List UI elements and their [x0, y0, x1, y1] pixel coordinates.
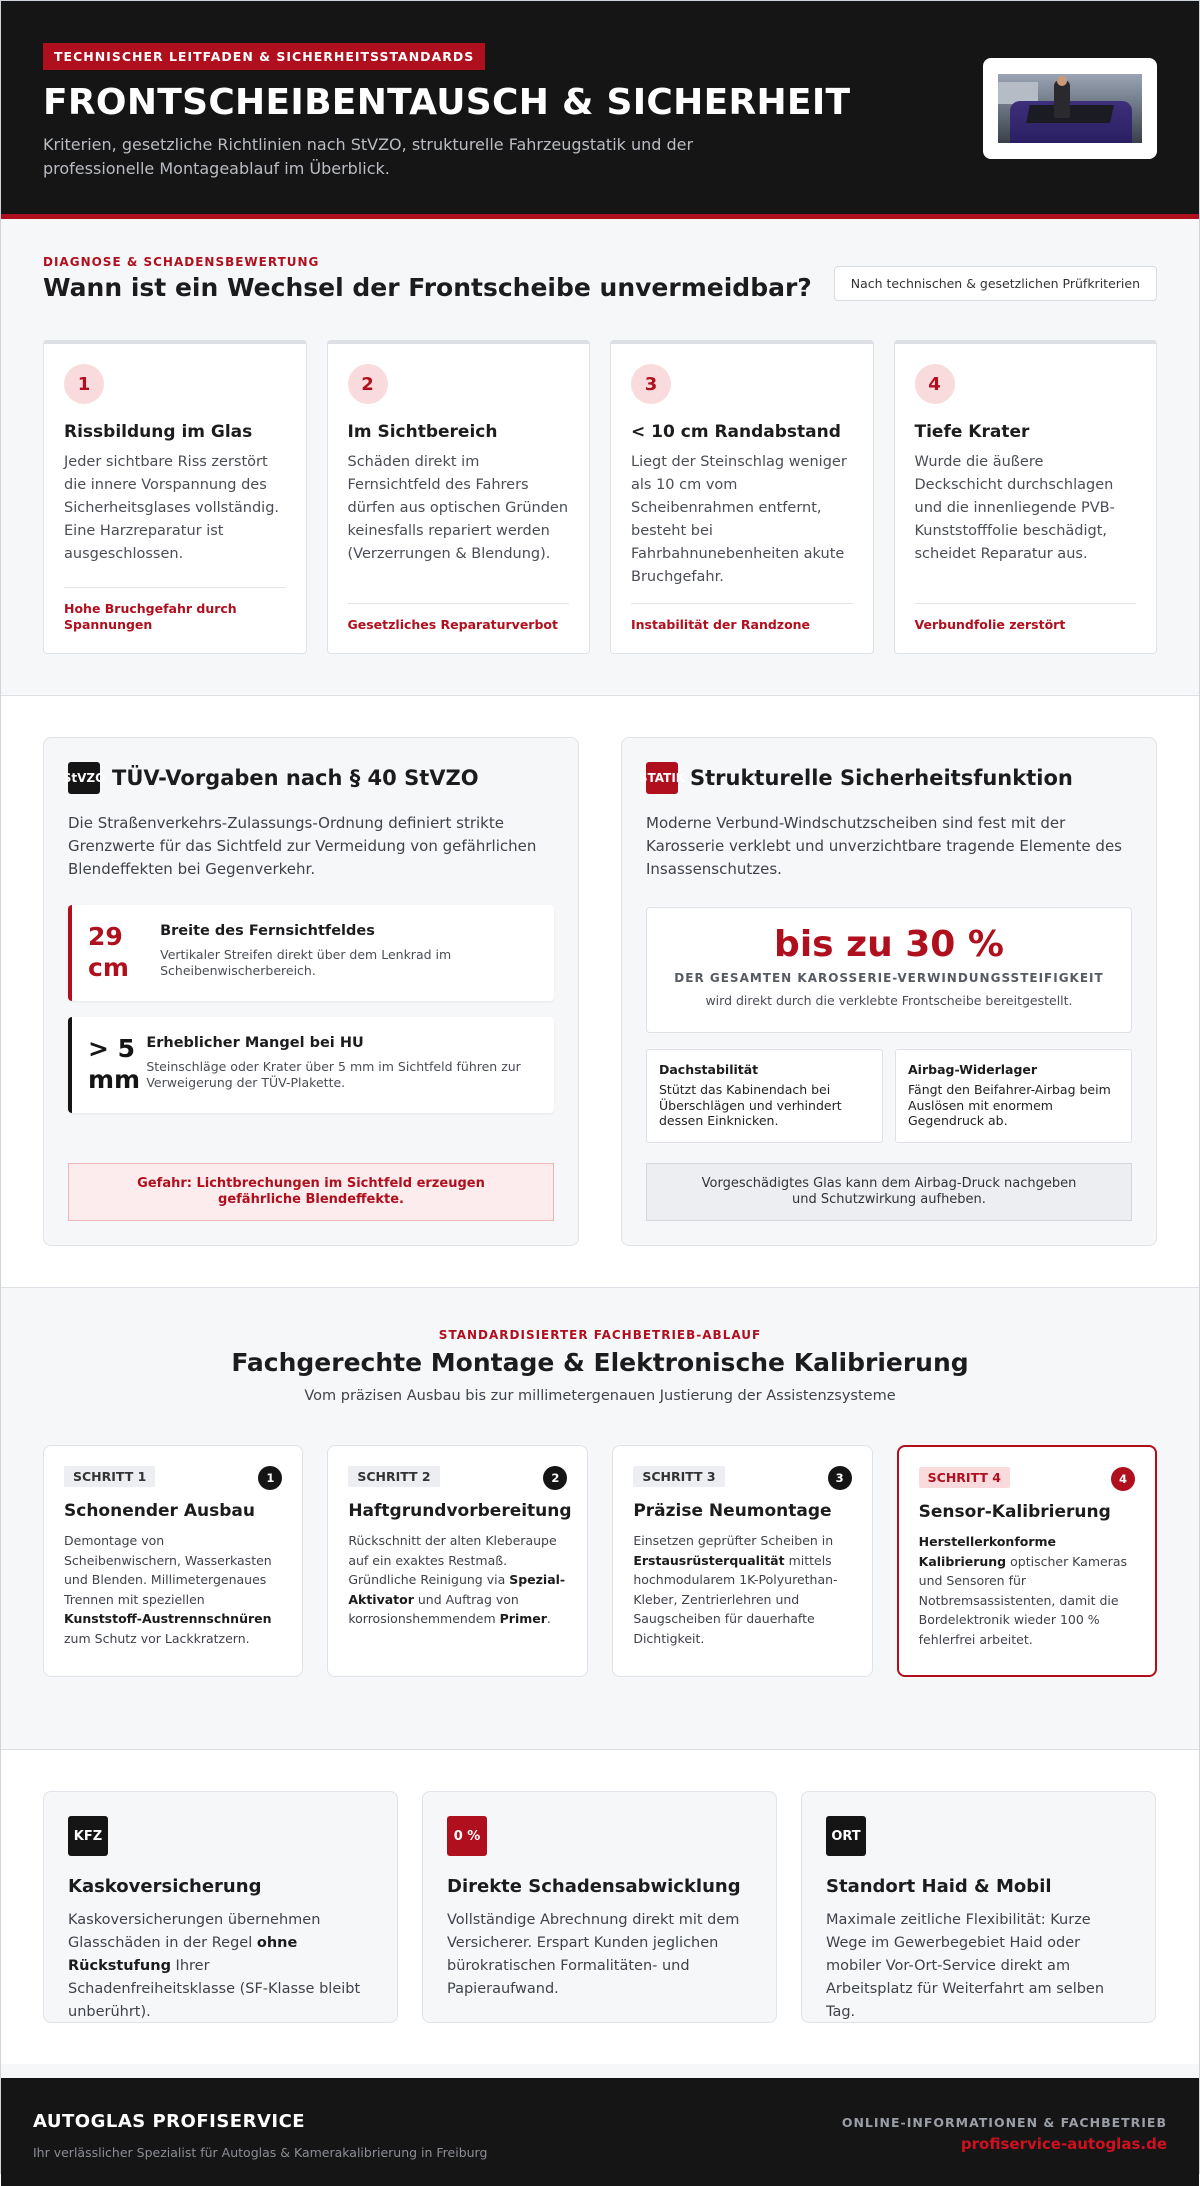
card-footer: Verbundfolie zerstört — [915, 603, 1137, 633]
montage-eyebrow: STANDARDISIERTER FACHBETRIEB-ABLAUF — [438, 1328, 762, 1342]
montage-title: Fachgerechte Montage & Elektronische Kalibrierung — [231, 1348, 969, 1377]
diagnose-section — [1, 219, 1199, 696]
structure-lead: Moderne Verbund-Windschutzscheiben sind fest mit der Karosserie verklebt und unverzichtbare tragende Elemente des Insassenschutzes. — [646, 814, 1122, 878]
regulation-section — [1, 696, 1199, 1288]
ort-badge-icon: ORT — [826, 1816, 866, 1856]
step-label: SCHRITT 1 — [64, 1466, 155, 1487]
card-text: Schäden direkt im Fernsichtfeld des Fahrers dürfen aus optischen Gründen keinesfalls repariert werden (Verzerrungen & Blendung). — [347, 454, 569, 562]
stat-title: Erheblicher Mangel bei HU — [146, 1035, 364, 1051]
roof-stability-box — [646, 1049, 883, 1143]
card-footer: Gesetzliches Reparaturverbot — [348, 603, 570, 633]
info-text: Kaskoversicherungen übernehmen Glasschäden in der Regel ohne Rückstufung Ihrer Schadenfreiheitsklasse (SF-Klasse bleibt unberührt). — [68, 1912, 361, 2020]
kfz-badge-icon: KFZ — [68, 1816, 108, 1856]
site-footer — [1, 2078, 1199, 2186]
card-number: 2 — [348, 364, 388, 404]
footer-brand: AUTOGLAS PROFISERVICE — [33, 2111, 306, 2132]
page-title: FRONTSCHEIBENTAUSCH & SICHERHEIT — [43, 82, 851, 123]
card-text: Wurde die äußere Deckschicht durchschlagen und die innenliegende PVB-Kunststofffolie beschädigt, scheidet Reparatur aus. — [914, 454, 1115, 562]
stiffness-value: bis zu 30 % — [774, 924, 1004, 965]
stat-desc: Vertikaler Streifen direkt über dem Lenkrad im Scheibenwischerbereich. — [160, 947, 452, 978]
step-card — [43, 1445, 303, 1677]
info-section — [1, 1750, 1199, 2064]
stvzo-badge-icon: StVZO — [68, 762, 100, 794]
footer-website-link[interactable]: profiservice-autoglas.de — [960, 2135, 1167, 2153]
montage-subtitle: Vom präzisen Ausbau bis zur millimetergenauen Justierung der Assistenzsysteme — [304, 1388, 896, 1404]
box-title: Airbag-Widerlager — [908, 1062, 1038, 1077]
footer-right-label: ONLINE-INFORMATIONEN & FACHBETRIEB — [841, 2115, 1167, 2130]
step-number: 2 — [543, 1466, 567, 1490]
step-number: 3 — [828, 1466, 852, 1490]
step-text: Demontage von Scheibenwischern, Wasserkasten und Blenden. Millimetergenaues Trennen mit speziellen Kunststoff-Austrennschnüren zum Schutz vor Lackkratzern. — [64, 1533, 272, 1646]
step-number: 4 — [1111, 1467, 1135, 1491]
tuv-lead: Die Straßenverkehrs-Zulassungs-Ordnung definiert strikte Grenzwerte für das Sichtfeld zur Vermeidung von gefährlichen Blendeffekten bei Gegenverkehr. — [68, 814, 537, 878]
diagnose-title: Wann ist ein Wechsel der Frontscheibe unvermeidbar? — [43, 273, 812, 302]
info-title: Kaskoversicherung — [68, 1876, 262, 1897]
step-label: SCHRITT 3 — [633, 1466, 724, 1487]
hero-header — [1, 1, 1199, 219]
step-title: Präzise Neumontage — [633, 1501, 832, 1521]
footer-tagline: Ihr verlässlicher Spezialist für Autoglas & Kamerakalibrierung in Freiburg — [33, 2145, 488, 2160]
diagnose-eyebrow: DIAGNOSE & SCHADENSBEWERTUNG — [43, 255, 320, 269]
step-card-active — [897, 1445, 1157, 1677]
box-title: Dachstabilität — [659, 1062, 759, 1077]
step-text: Herstellerkonforme Kalibrierung optischer Kameras und Sensoren für Notbremsassistenten, damit die Bordelektronik wieder 100 % fehlerfrei arbeitet. — [918, 1534, 1127, 1647]
structure-title: Strukturelle Sicherheitsfunktion — [690, 766, 1073, 790]
step-text: Rückschnitt der alten Kleberaupe auf ein exaktes Restmaß. Gründliche Reinigung via Spezial-Aktivator und Auftrag von korrosionshemmendem Primer. — [348, 1533, 566, 1626]
montage-steps — [43, 1445, 1157, 1677]
diagnose-card — [43, 340, 307, 654]
card-number: 1 — [64, 364, 104, 404]
windshield-mechanic-photo — [998, 74, 1142, 143]
glare-warning: Gefahr: Lichtbrechungen im Sichtfeld erzeugen gefährliche Blendeffekte. — [68, 1163, 554, 1221]
card-number: 4 — [915, 364, 955, 404]
page-subtitle: Kriterien, gesetzliche Richtlinien nach StVZO, strukturelle Fahrzeugstatik und der professionelle Montageablauf im Überblick. — [43, 135, 694, 178]
insurance-card — [43, 1791, 398, 2023]
info-text: Maximale zeitliche Flexibilität: Kurze Wege im Gewerbegebiet Haid oder mobiler Vor-Ort-Service direkt am Arbeitsplatz für Weiterfahrt am selben Tag. — [826, 1912, 1105, 2020]
card-title: Rissbildung im Glas — [64, 422, 253, 442]
claims-card — [422, 1791, 777, 2023]
info-text: Vollständige Abrechnung direkt mit dem Versicherer. Erspart Kunden jeglichen bürokratischen Formalitäten- und Papieraufwand. — [447, 1912, 740, 1997]
stat-fernsichtfeld — [68, 905, 554, 1001]
step-card — [327, 1445, 588, 1677]
step-title: Haftgrundvorbereitung — [348, 1501, 572, 1521]
card-title: Tiefe Krater — [914, 422, 1030, 442]
step-text: Einsetzen geprüfter Scheiben in Erstausrüsterqualität mittels hochmodularem 1K-Polyurethan-Kleber, Zentrierlehren und Saugscheiben für dauerhafte Dichtigkeit. — [633, 1533, 838, 1646]
header-tag: TECHNISCHER LEITFADEN & SICHERHEITSSTANDARDS — [43, 43, 485, 70]
box-text: Fängt den Beifahrer-Airbag beim Auslösen mit enormem Gegendruck ab. — [908, 1082, 1111, 1128]
statik-badge-icon: STATIK — [646, 762, 678, 794]
step-title: Sensor-Kalibrierung — [918, 1502, 1111, 1522]
diagnose-card — [894, 340, 1158, 654]
card-text: Liegt der Steinschlag weniger als 10 cm vom Scheibenrahmen entfernt, besteht bei Fahrbahnunebenheiten akute Bruchgefahr. — [631, 454, 847, 585]
step-label: SCHRITT 4 — [919, 1467, 1010, 1488]
airbag-note: Vorgeschädigtes Glas kann dem Airbag-Druck nachgeben und Schutzwirkung aufheben. — [646, 1163, 1132, 1221]
diagnose-card — [610, 340, 874, 654]
info-title: Direkte Schadensabwicklung — [447, 1876, 741, 1897]
card-title: < 10 cm Randabstand — [631, 422, 841, 442]
box-text: Stützt das Kabinendach bei Überschlägen und verhindert dessen Einknicken. — [659, 1082, 842, 1128]
structure-panel — [621, 737, 1157, 1246]
stat-mangel — [68, 1017, 554, 1113]
stiffness-note: wird direkt durch die verklebte Frontscheibe bereitgestellt. — [705, 993, 1073, 1008]
stiffness-label: DER GESAMTEN KAROSSERIE-VERWINDUNGSSTEIFIGKEIT — [674, 971, 1104, 985]
card-footer: Hohe Bruchgefahr durch Spannungen — [64, 587, 286, 633]
stat-value: 29 cm — [88, 922, 129, 982]
airbag-box — [895, 1049, 1132, 1143]
step-title: Schonender Ausbau — [64, 1501, 255, 1521]
stat-value: > 5 mm — [88, 1034, 141, 1094]
info-title: Standort Haid & Mobil — [826, 1876, 1052, 1897]
stat-desc: Steinschläge oder Krater über 5 mm im Sichtfeld führen zur Verweigerung der TÜV-Plakette. — [146, 1059, 521, 1090]
tuv-panel — [43, 737, 579, 1246]
tuv-title: TÜV-Vorgaben nach § 40 StVZO — [112, 766, 479, 790]
step-card — [612, 1445, 872, 1677]
location-card — [801, 1791, 1156, 2023]
card-footer: Instabilität der Randzone — [631, 603, 853, 633]
card-title: Im Sichtbereich — [347, 422, 498, 442]
montage-section — [1, 1288, 1199, 1750]
criteria-pill: Nach technischen & gesetzlichen Prüfkriterien — [834, 266, 1157, 301]
step-number: 1 — [258, 1466, 282, 1490]
stiffness-callout — [646, 907, 1132, 1033]
diagnose-cards — [43, 340, 1157, 654]
stat-title: Breite des Fernsichtfeldes — [160, 923, 375, 939]
hero-image-frame — [983, 58, 1157, 159]
step-label: SCHRITT 2 — [348, 1466, 439, 1487]
card-text: Jeder sichtbare Riss zerstört die innere Vorspannung des Sicherheitsglases vollständig. Eine Harzreparatur ist ausgeschlossen. — [64, 454, 280, 562]
diagnose-card — [327, 340, 591, 654]
zero-percent-badge-icon: 0 % — [447, 1816, 487, 1856]
card-number: 3 — [631, 364, 671, 404]
